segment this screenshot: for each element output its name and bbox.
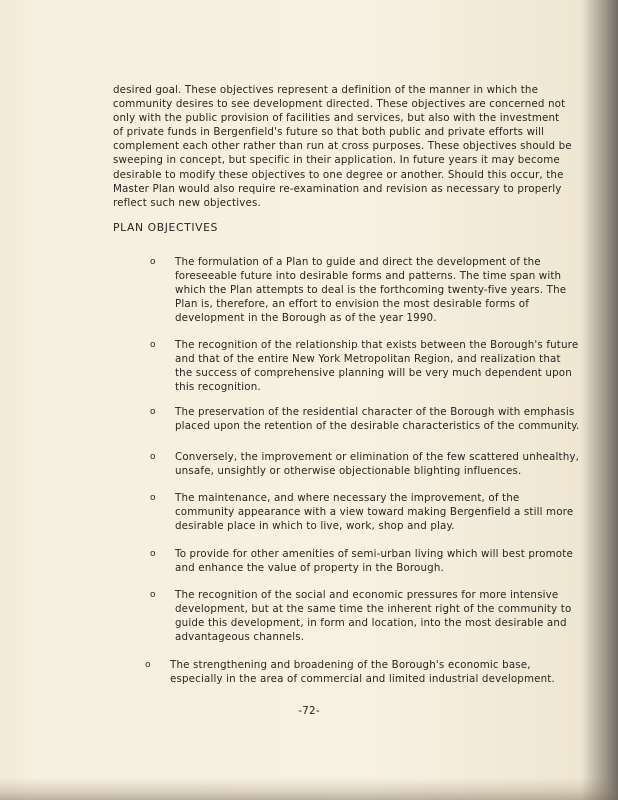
bullet-marker: o <box>150 590 156 600</box>
bullet-marker: o <box>150 407 156 417</box>
objective-text: The preservation of the residential character of the Borough with emphasis placed upon the retention of the desirable characteristics of the community. <box>175 406 580 433</box>
objective-text: To provide for other amenities of semi-urban living which will best promote and enhance the value of property in the Borough. <box>175 548 573 575</box>
bullet-marker: o <box>145 660 151 670</box>
objective-text: The recognition of the relationship that exists between the Borough's future and that of the entire New York Metropolitan Region, and realization that the success of comprehensive planning will be very much dependent upon this recognition. <box>175 339 579 394</box>
objective-text: The formulation of a Plan to guide and direct the development of the foreseeable future into desirable forms and patterns. The time span with which the Plan attempts to deal is the forthcoming twenty-five years. The Plan is, therefore, an effort to envision the most desirable forms of development in the Borough as of the year 1990. <box>175 256 567 325</box>
bullet-marker: o <box>150 549 156 559</box>
objective-text: The strengthening and broadening of the Borough's economic base, especially in the area of commercial and limited industrial development. <box>170 659 555 686</box>
objective-text: The recognition of the social and economic pressures for more intensive development, but at the same time the inherent right of the community to guide this development, in form and location, into the most desirable and advantageous channels. <box>175 589 572 644</box>
bullet-marker: o <box>150 340 156 350</box>
objective-text: Conversely, the improvement or elimination of the few scattered unhealthy, unsafe, unsightly or otherwise objectionable blighting influences. <box>175 451 580 478</box>
section-heading: PLAN OBJECTIVES <box>113 221 218 234</box>
bullet-marker: o <box>150 452 156 462</box>
bullet-marker: o <box>150 493 156 503</box>
bullet-marker: o <box>150 257 156 267</box>
page-number: -72- <box>298 705 320 717</box>
objective-text: The maintenance, and where necessary the improvement, of the community appearance with a view toward making Bergenfield a still more desirable place in which to live, work, shop and play. <box>175 492 574 533</box>
intro-paragraph: desired goal. These objectives represent a definition of the manner in which the community desires to see development directed. These objectives are concerned not only with the public provision of facilities and services, but also with the investment of private funds in Bergenfield's future so that both public and private efforts will complement each other rather than run at cross purposes. These objectives should be sweeping in concept, but specific in their application. In future years it may become desirable to modify these objectives to one degree or another. Should this occur, the Master Plan would also require re-examination and revision as necessary to properly reflect such new objectives. <box>113 84 572 209</box>
